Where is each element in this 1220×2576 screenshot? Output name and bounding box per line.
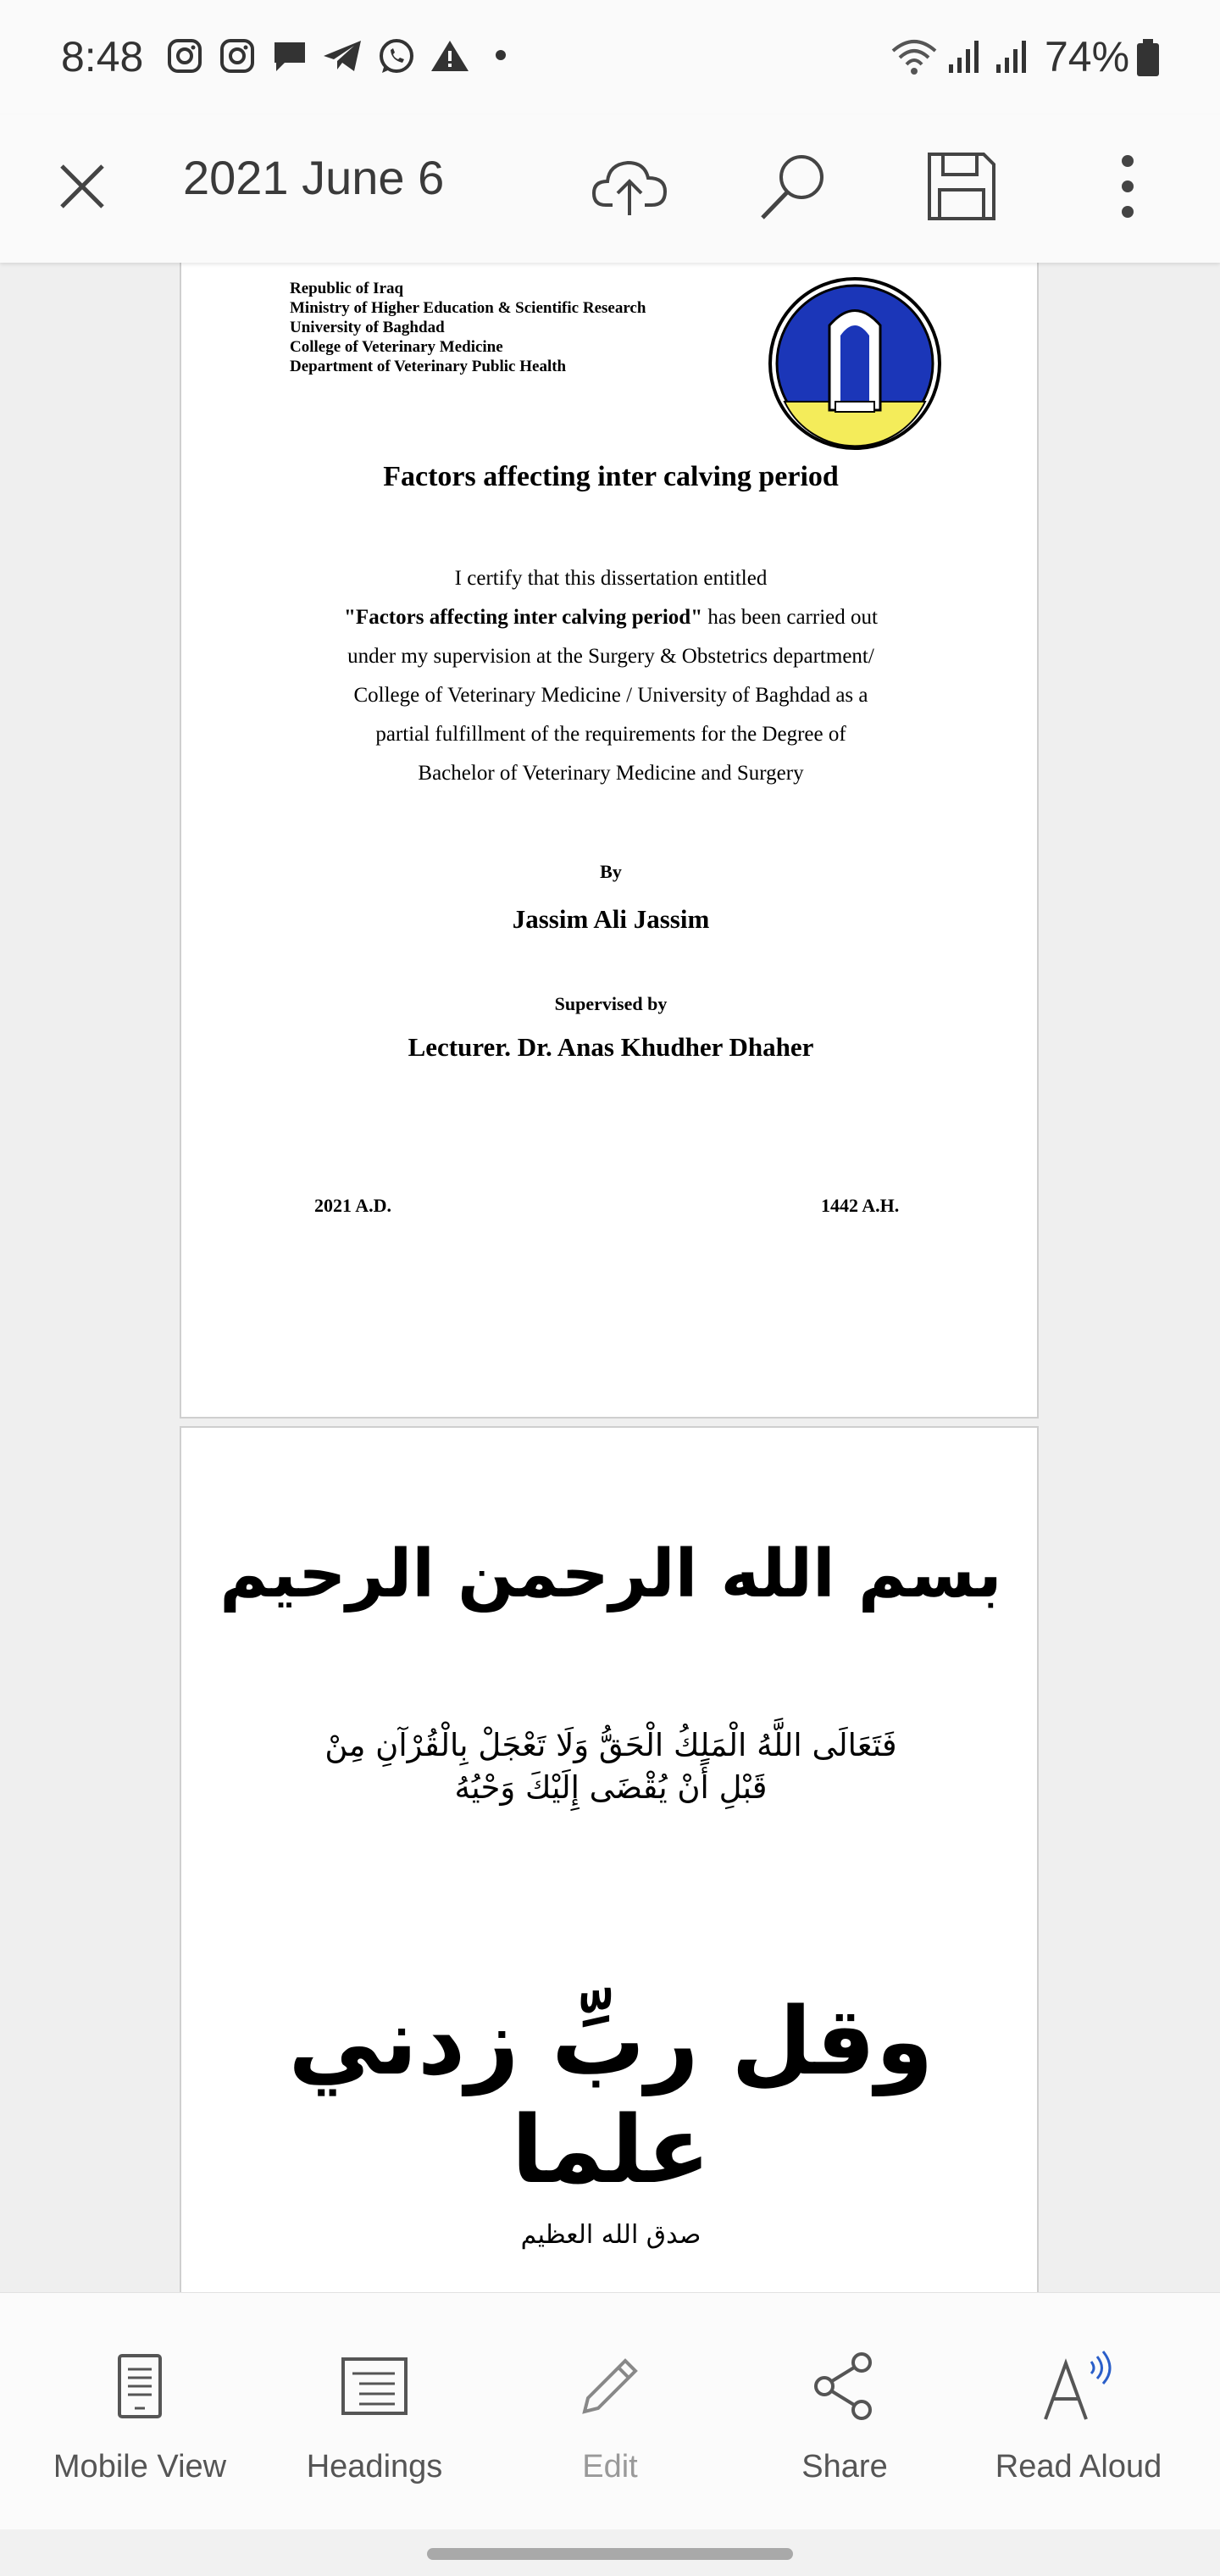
dot-icon: [495, 49, 507, 61]
read-aloud-label: Read Aloud: [995, 2449, 1162, 2484]
read-aloud-icon: [1040, 2348, 1117, 2424]
thesis-title: Factors affecting inter calving period: [383, 461, 839, 492]
document-title: 2021 June 6: [183, 151, 445, 204]
headings-icon: [341, 2357, 408, 2416]
upload-cloud-icon: [591, 154, 668, 219]
institution-line: Ministry of Higher Education & Scientific Research: [290, 299, 646, 317]
mobile-view-button[interactable]: [34, 2344, 246, 2485]
close-icon: [57, 161, 108, 212]
share-icon: [811, 2351, 879, 2422]
cert-quoted-title: "Factors affecting inter calving period": [344, 606, 703, 629]
document-page-2: [180, 1426, 1039, 2292]
year-ad: 2021 A.D.: [314, 1195, 392, 1216]
institution-line: College of Veterinary Medicine: [290, 338, 503, 356]
basmala: بسم الله الرحمن الرحيم: [219, 1536, 1002, 1613]
upload-button[interactable]: [583, 140, 676, 233]
cert-line: I certify that this dissertation entitled: [454, 567, 768, 590]
year-ah: 1442 A.H.: [821, 1195, 900, 1216]
mobile-view-icon: [116, 2352, 164, 2420]
cert-line-rest: has been carried out: [702, 606, 878, 629]
instagram-icon: [166, 37, 203, 75]
share-label: Share: [801, 2449, 888, 2484]
status-time: 8:48: [61, 33, 144, 80]
status-bar: [0, 0, 1220, 114]
mobile-view-label: Mobile View: [53, 2449, 227, 2484]
university-logo: [766, 275, 944, 452]
message-icon: [271, 37, 308, 75]
institution-block: [290, 279, 646, 376]
by-label: By: [600, 861, 622, 882]
supervisor-name: Lecturer. Dr. Anas Khudher Dhaher: [408, 1032, 814, 1062]
wifi-icon: [890, 37, 939, 78]
sadaq-allah: صدق الله العظيم: [520, 2220, 702, 2250]
telegram-icon: [322, 37, 363, 75]
bottom-toolbar: [0, 2292, 1220, 2530]
more-vertical-icon: [1119, 153, 1136, 220]
supervised-by-label: Supervised by: [554, 993, 668, 1014]
institution-line: Republic of Iraq: [290, 280, 404, 297]
cert-line: partial fulfillment of the requirements for the Degree of: [375, 723, 846, 746]
cert-line: under my supervision at the Surgery & Obstetrics department/: [347, 645, 874, 668]
close-button[interactable]: [36, 140, 129, 233]
share-button[interactable]: [739, 2344, 951, 2485]
home-gesture-handle[interactable]: [427, 2548, 793, 2560]
author-name: Jassim Ali Jassim: [512, 904, 710, 934]
edit-icon: [576, 2352, 644, 2420]
certification-text: [181, 559, 1040, 793]
instagram-icon: [219, 37, 256, 75]
app-bar: [0, 114, 1220, 263]
institution-line: University of Baghdad: [290, 319, 445, 336]
document-page-1: [180, 263, 1039, 1418]
cert-line: College of Veterinary Medicine / University of Baghdad as a: [353, 684, 868, 707]
signal-icon: [993, 37, 1032, 76]
edit-button[interactable]: [504, 2344, 716, 2485]
institution-line: Department of Veterinary Public Health: [290, 358, 567, 375]
warning-icon: [430, 37, 470, 75]
headings-label: Headings: [306, 2449, 443, 2484]
edit-label: Edit: [582, 2449, 638, 2484]
calligraphy-prayer: وقل ربِّ زدني علما: [288, 1987, 934, 2204]
search-button[interactable]: [747, 140, 840, 233]
cert-line: Bachelor of Veterinary Medicine and Surgery: [418, 762, 804, 785]
document-viewer[interactable]: [0, 263, 1220, 2292]
read-aloud-button[interactable]: [973, 2344, 1184, 2485]
signal-icon: [946, 37, 984, 76]
more-options-button[interactable]: [1081, 140, 1174, 233]
headings-button[interactable]: [269, 2344, 480, 2485]
cert-line: [181, 598, 1040, 637]
search-icon: [756, 148, 832, 225]
battery-icon: [1134, 37, 1162, 78]
quran-verse: فَتَعَالَى اللَّهُ الْمَلِكُ الْحَقُّ وَلَا تَعْجَلْ بِالْقُرْآنِ مِنْ قَبْلِ أَنْ يُقْضَى إِلَيْكَ وَحْيُهُ: [324, 1727, 897, 1806]
whatsapp-icon: [377, 37, 416, 76]
save-button[interactable]: [915, 140, 1008, 233]
battery-percent: 74%: [1045, 33, 1130, 80]
save-icon: [926, 151, 997, 222]
